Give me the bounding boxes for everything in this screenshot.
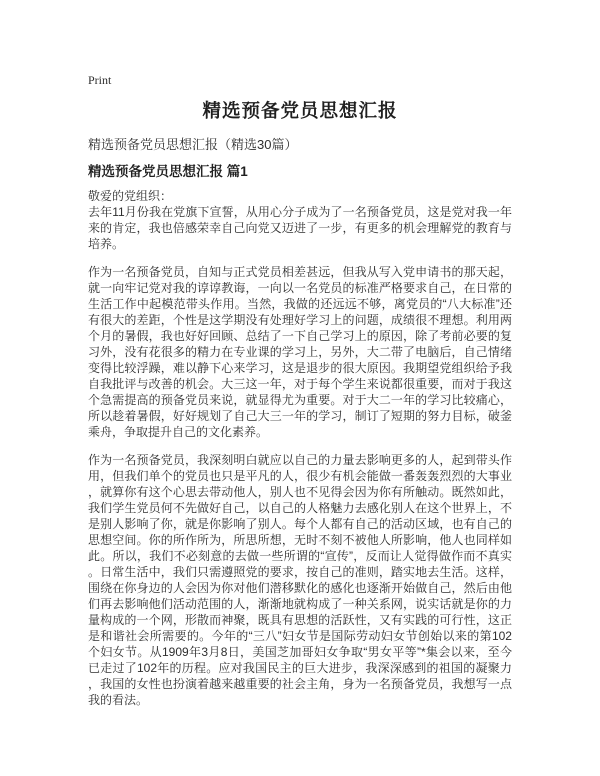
paragraph-1: 去年11月份我在党旗下宣誓，从用心分子成为了一名预备党员，这是党对我一年来的肯定，我也倍感荣幸自己向党又迈进了一步，有更多的机会理解党的教育与培养。 (88, 205, 512, 251)
paragraph-3: 作为一名预备党员，我深刻明白就应以自己的力量去影响更多的人，起到带头作用，但我们单个的党员也只是平凡的人，很少有机会能做一番轰轰烈烈的大事业，就算你有这个心思去带动他人，别人也不见得会因为你有所触动。既然如此，我们学生党员何不先做好自己，以自己的人格魅力去感化别人在这个世界上，不是别人影响了你，就是你影响了别人。每个人都有自己的活动区域，也有自己的思想空间。你的所作所为，所思所想，无时不刻不被他人所影响，他人也同样如此。所以，我们不必刻意的去做一些所谓的“宣传”，反而让人觉得做作而不真实。日常生活中，我们只需遵照党的要求，按自己的准则，踏实地去生活。这样，围绕在你身边的人会因为你对他们潜移默化的感化也逐渐开始做自己，然后由他们再去影响他们活动范围的人，渐渐地就构成了一种关系网，说实话就是你的力量构成的一个网，形散而神聚，既具有思想的活跃性，又有实践的可行性，这正是和谐社会所需要的。今年的“三八”妇女节是国际劳动妇女节创始以来的第102个妇女节。从1909年3月8日，美国芝加哥妇女争取“男女平等”*集会以来，至今已走过了102年的历程。应对我国民主的巨大进步，我深深感到的祖国的凝聚力，我国的女性也扮演着越来越重要的社会主角，身为一名预备党员，我想写一点我的看法。 (88, 453, 512, 707)
print-link[interactable]: Print (88, 73, 112, 87)
section-heading: 精选预备党员思想汇报 篇1 (88, 164, 248, 179)
page-title: 精选预备党员思想汇报 (202, 100, 398, 121)
paragraph-2: 作为一名预备党员，自知与正式党员相差甚远，但我从写入党申请书的那天起，就一向牢记党对我的谆谆教诲，一向以一名党员的标准严格要求自己，在日常的生活工作中起模范带头作用。当然，我做的还远远不够，离党员的“八大标准”还有很大的差距，个性是这学期没有处理好学习上的问题，成绩很不理想。利用两个月的暑假，我也好好回顾、总结了一下自己学习上的原因，除了考前必要的复习外，没有花很多的精力在专业课的学习上，另外，大二带了电脑后，自己情绪变得比较浮躁，难以静下心来学习，这是退步的很大原因。我期望党组织给予我自我批评与改善的机会。大三这一年，对于每个学生来说都很重要，而对于我这个急需提高的预备党员来说，就显得尤为重要。对于大二一年的学习比较痛心，所以趁着暑假，好好规划了自己大三一年的学习，制订了短期的努力目标，破釜乘舟，争取提升自己的文化素养。 (88, 265, 512, 439)
doc-subtitle: 精选预备党员思想汇报（精选30篇） (88, 137, 298, 152)
salutation: 敬爱的党组织： (88, 189, 173, 203)
